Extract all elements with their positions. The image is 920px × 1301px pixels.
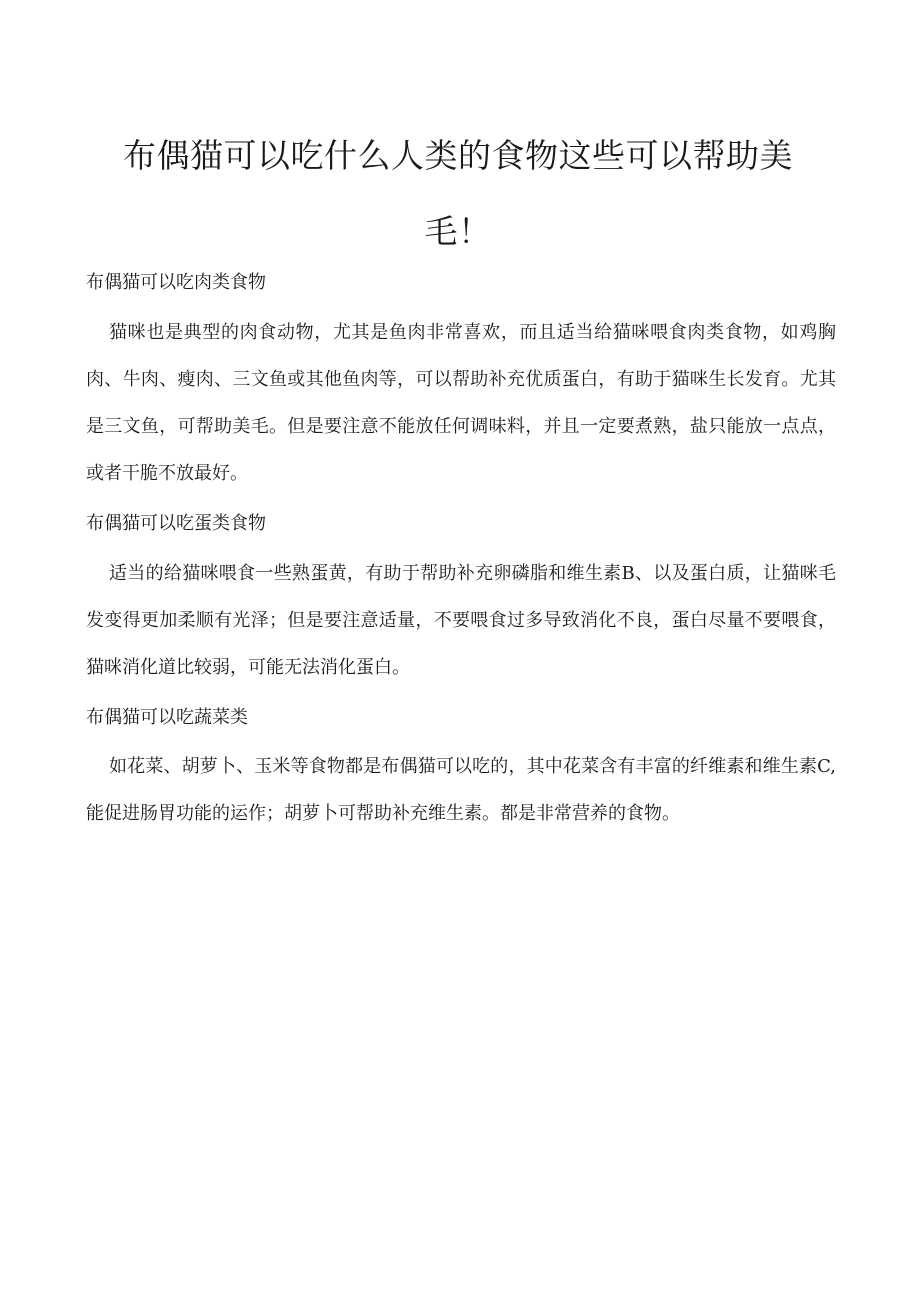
section-heading-vegetable: 布偶猫可以吃蔬菜类	[86, 707, 248, 728]
section-heading-egg: 布偶猫可以吃蛋类食物	[86, 513, 266, 534]
section-paragraph-meat: 猫咪也是典型的肉食动物，尤其是鱼肉非常喜欢，而且适当给猫咪喂食肉类食物，如鸡胸肉、牛肉、瘦肉、三文鱼或其他鱼肉等，可以帮助补充优质蛋白，有助于猫咪生长发育。尤其是三文鱼，可帮助美毛。但是要注意不能放任何调味料，并且一定要煮熟，盐只能放一点点，或者干脆不放最好。	[86, 322, 836, 484]
section-paragraph-vegetable: 如花菜、胡萝卜、玉米等食物都是布偶猫可以吃的，其中花菜含有丰富的纤维素和维生素C,能促进肠胃功能的运作；胡萝卜可帮助补充维生素。都是非常营养的食物。	[86, 756, 836, 824]
section-heading-meat: 布偶猫可以吃肉类食物	[86, 272, 266, 293]
document-title-line-2: 毛！	[424, 212, 492, 251]
section-paragraph-egg: 适当的给猫咪喂食一些熟蛋黄，有助于帮助补充卵磷脂和维生素B、以及蛋白质，让猫咪毛发变得更加柔顺有光泽；但是要注意适量，不要喂食过多导致消化不良，蛋白尽量不要喂食，猫咪消化道比较弱，可能无法消化蛋白。	[86, 563, 836, 678]
document-title-line-1: 布偶猫可以吃什么人类的食物这些可以帮助美	[123, 136, 793, 175]
